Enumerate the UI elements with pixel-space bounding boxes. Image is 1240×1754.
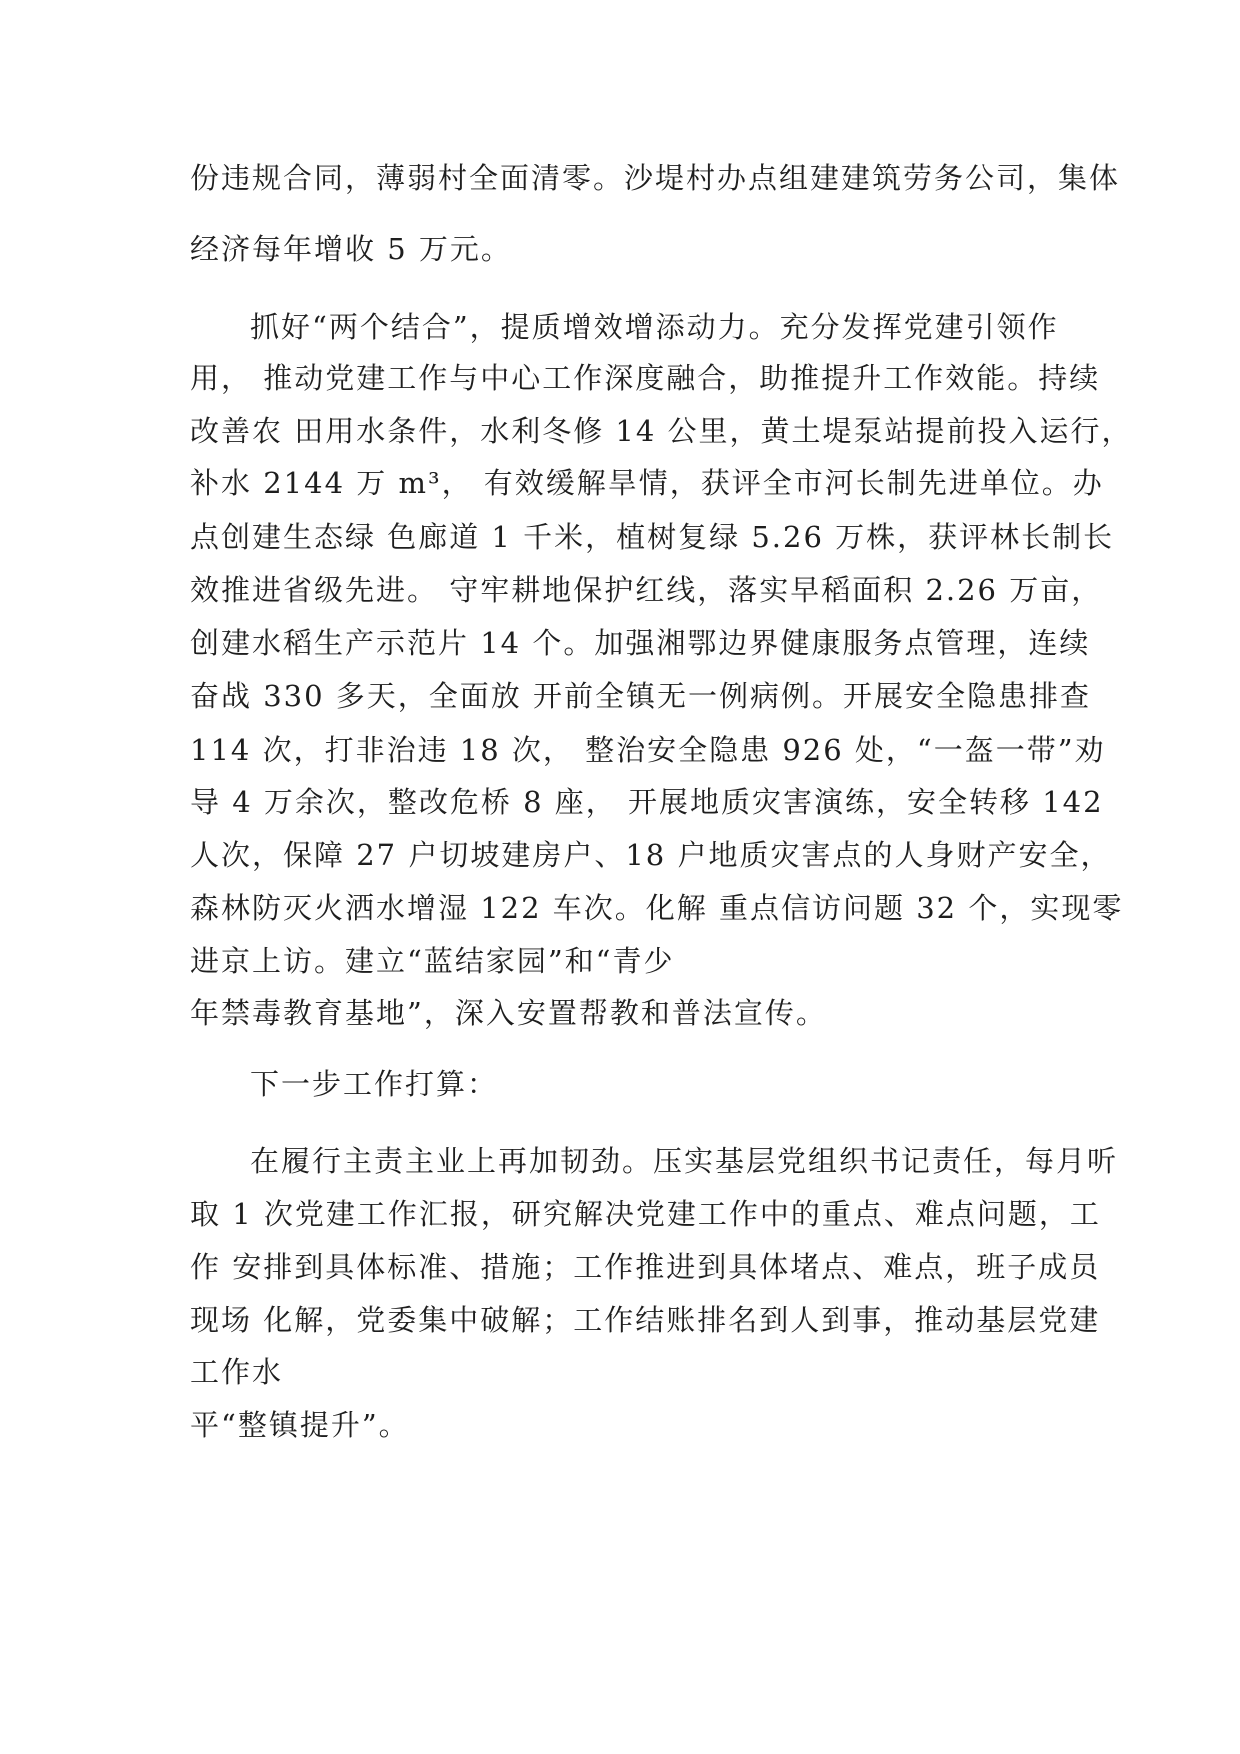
paragraph-line: 改善农 田用水条件，水利冬修 14 公里，黄土堤泵站提前投入运行， (190, 414, 1133, 448)
paragraph-line: 奋战 330 多天，全面放 开前全镇无一例病例。开展安全隐患排查 (190, 679, 1092, 713)
paragraph-line: 平“整镇提升”。 (190, 1408, 410, 1442)
paragraph-line: 份违规合同，薄弱村全面清零。沙堤村办点组建建筑劳务公司，集体 (190, 161, 1121, 195)
paragraph-line: 作 安排到具体标准、措施；工作推进到具体堵点、难点，班子成员 (190, 1250, 1101, 1284)
paragraph-line: 效推进省级先进。 守牢耕地保护红线，落实早稻面积 2.26 万亩， (190, 573, 1103, 607)
section-heading: 下一步工作打算： (250, 1067, 499, 1101)
paragraph-line: 进京上访。建立“蓝结家园”和“青少 (190, 944, 675, 978)
paragraph-line: 现场 化解，党委集中破解；工作结账排名到人到事，推动基层党建 (190, 1303, 1101, 1337)
paragraph-line: 导 4 万余次，整改危桥 8 座， 开展地质灾害演练，安全转移 142 (190, 785, 1104, 819)
paragraph-line: 经济每年增收 5 万元。 (190, 232, 512, 266)
paragraph-line: 抓好“两个结合”，提质增效增添动力。充分发挥党建引领作 (250, 310, 1059, 344)
paragraph-line: 森林防灭火洒水增湿 122 车次。化解 重点信访问题 32 个，实现零 (190, 891, 1124, 925)
paragraph-line: 工作水 (190, 1355, 284, 1389)
paragraph-line: 点创建生态绿 色廊道 1 千米，植树复绿 5.26 万株，获评林长制长 (190, 520, 1115, 554)
paragraph-line: 用， 推动党建工作与中心工作深度融合，助推提升工作效能。持续 (190, 361, 1101, 395)
paragraph-line: 取 1 次党建工作汇报，研究解决党建工作中的重点、难点问题，工 (190, 1197, 1101, 1231)
paragraph-line: 补水 2144 万 m³， 有效缓解旱情，获评全市河长制先进单位。办 (190, 466, 1104, 500)
paragraph-line: 在履行主责主业上再加韧劲。压实基层党组织书记责任，每月听 (250, 1144, 1119, 1178)
paragraph-line: 创建水稻生产示范片 14 个。加强湘鄂边界健康服务点管理，连续 (190, 626, 1091, 660)
paragraph-line: 114 次，打非治违 18 次， 整治安全隐患 926 处，“一盔一带”劝 (190, 733, 1106, 767)
paragraph-line: 人次，保障 27 户切坡建房户、18 户地质灾害点的人身财产安全， (190, 838, 1112, 872)
paragraph-line: 年禁毒教育基地”，深入安置帮教和普法宣传。 (190, 996, 827, 1030)
